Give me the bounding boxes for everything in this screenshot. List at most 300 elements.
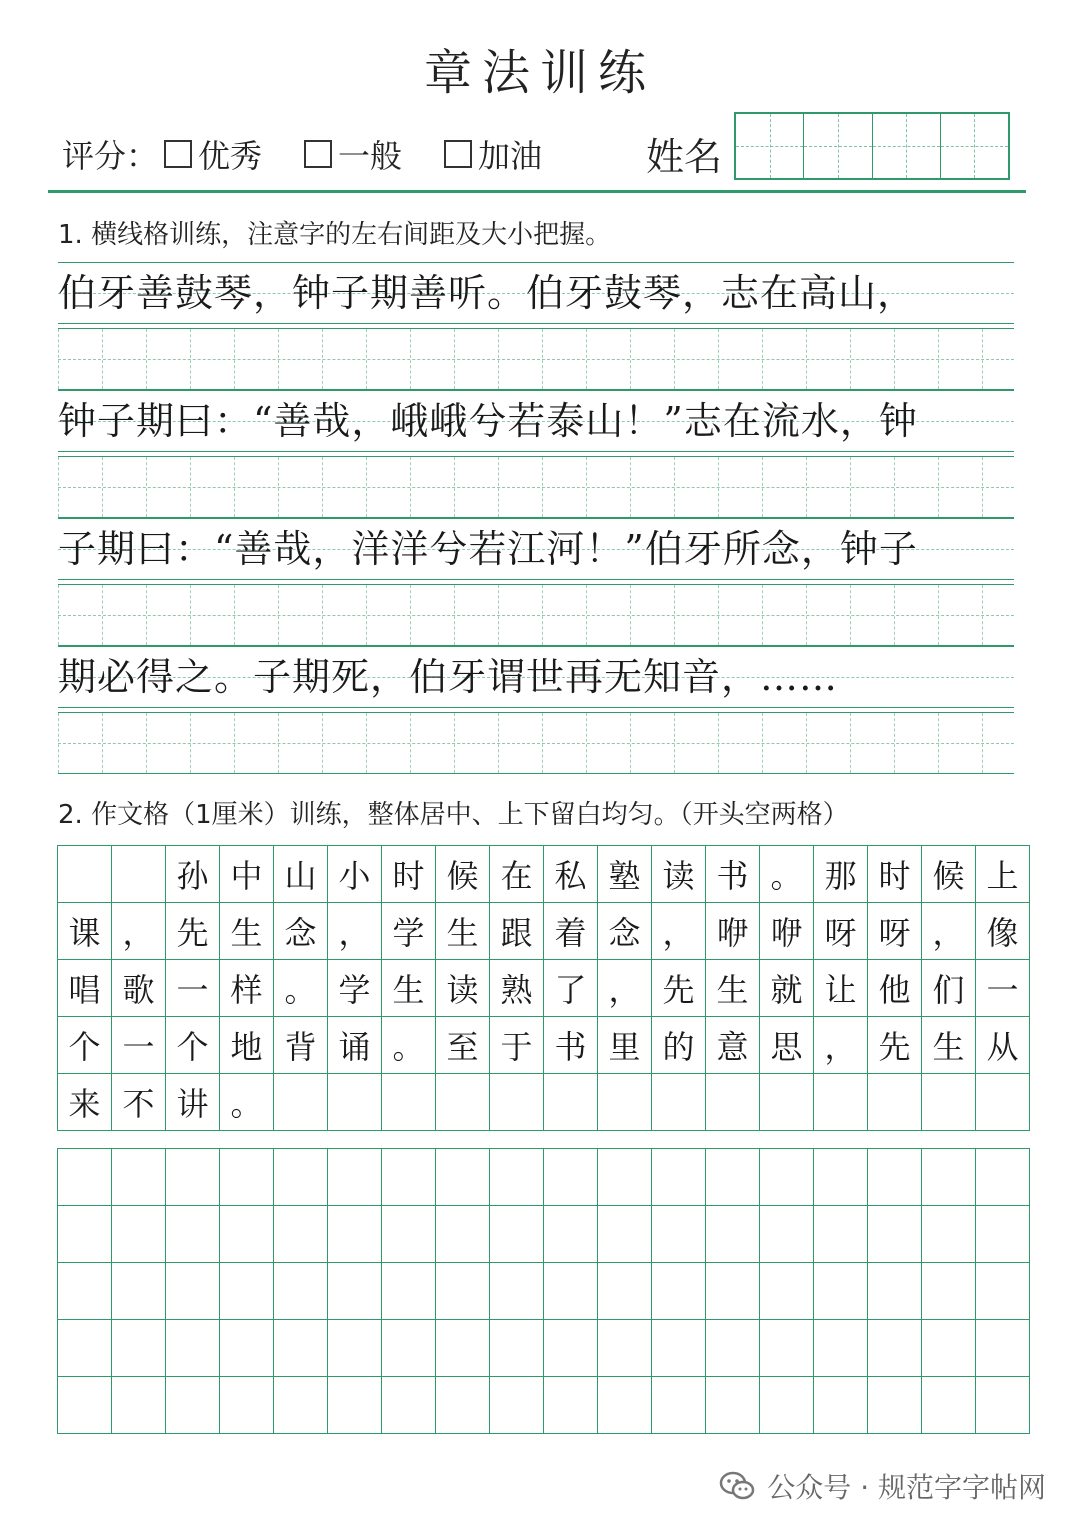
- band-tick: [850, 713, 851, 773]
- grid-cell[interactable]: [814, 1074, 868, 1131]
- band-tick: [542, 585, 543, 645]
- grid-row: [58, 1206, 1030, 1263]
- grid-cell: 一: [976, 960, 1030, 1017]
- band-tick: [410, 457, 411, 517]
- footer-text: 公众号 · 规范字字帖网: [767, 1471, 1046, 1504]
- grid-cell[interactable]: [436, 1377, 490, 1434]
- grid-cell[interactable]: [922, 1206, 976, 1263]
- grid-cell: 样: [220, 960, 274, 1017]
- grid-cell[interactable]: [490, 1206, 544, 1263]
- band-tick: [58, 329, 59, 389]
- grid-row: [58, 846, 1030, 903]
- band-tick: [366, 457, 367, 517]
- grid-row: [58, 960, 1030, 1017]
- grid-cell[interactable]: [760, 1320, 814, 1377]
- band-tick: [102, 457, 103, 517]
- band-tick: [982, 585, 983, 645]
- band-tick: [762, 329, 763, 389]
- band-midline: [58, 359, 1014, 360]
- grid-cell[interactable]: [166, 1377, 220, 1434]
- band-tick: [542, 713, 543, 773]
- grid-cell[interactable]: [922, 1377, 976, 1434]
- band-tick: [762, 585, 763, 645]
- grid-cell: 先: [652, 960, 706, 1017]
- grid-cell: 。: [760, 846, 814, 903]
- grid-cell[interactable]: [976, 1320, 1030, 1377]
- grid-cell: 里: [598, 1017, 652, 1074]
- blank-line-band[interactable]: [58, 328, 1014, 390]
- grid-cell: 讲: [166, 1074, 220, 1131]
- grid-cell: 唱: [58, 960, 112, 1017]
- grid-cell: 课: [58, 903, 112, 960]
- band-tick: [102, 585, 103, 645]
- grid-cell: ，: [598, 960, 652, 1017]
- grid-cell[interactable]: [382, 1377, 436, 1434]
- grid-cell[interactable]: [868, 1206, 922, 1263]
- grid-cell: 了: [544, 960, 598, 1017]
- band-tick: [190, 457, 191, 517]
- grid-cell[interactable]: [112, 846, 166, 903]
- rating-option-encourage[interactable]: [444, 131, 542, 177]
- band-tick: [234, 713, 235, 773]
- grid-cell: ，: [652, 903, 706, 960]
- grid-cell: 诵: [328, 1017, 382, 1074]
- grid-cell: 至: [436, 1017, 490, 1074]
- grid-cell[interactable]: [436, 1206, 490, 1263]
- grid-cell[interactable]: [706, 1263, 760, 1320]
- practice-line-text: 钟子期曰：“善哉，峨峨兮若泰山！”志在流水，钟: [58, 399, 918, 443]
- grid-cell[interactable]: [598, 1263, 652, 1320]
- grid-cell[interactable]: [598, 1320, 652, 1377]
- grid-cell[interactable]: [598, 1074, 652, 1131]
- blank-line-band[interactable]: [58, 584, 1014, 646]
- checkbox-excellent[interactable]: [164, 140, 192, 168]
- grid-cell: 从: [976, 1017, 1030, 1074]
- grid-cell[interactable]: [220, 1263, 274, 1320]
- band-tick: [806, 329, 807, 389]
- band-tick: [190, 585, 191, 645]
- band-tick: [850, 457, 851, 517]
- grid-cell: 学: [382, 903, 436, 960]
- grid-cell[interactable]: [274, 1320, 328, 1377]
- band-tick: [58, 585, 59, 645]
- grid-cell[interactable]: [436, 1263, 490, 1320]
- grid-cell[interactable]: [814, 1206, 868, 1263]
- grid-cell[interactable]: [760, 1206, 814, 1263]
- grid-cell[interactable]: [598, 1149, 652, 1206]
- grid-cell[interactable]: [652, 1320, 706, 1377]
- grid-cell[interactable]: [220, 1149, 274, 1206]
- grid-cell[interactable]: [760, 1074, 814, 1131]
- band-tick: [894, 713, 895, 773]
- band-tick: [938, 329, 939, 389]
- rating-option-excellent[interactable]: [164, 131, 262, 177]
- grid-cell[interactable]: [436, 1149, 490, 1206]
- grid-cell[interactable]: [490, 1377, 544, 1434]
- grid-cell[interactable]: [976, 1074, 1030, 1131]
- wechat-icon: [719, 1471, 755, 1501]
- band-tick: [366, 329, 367, 389]
- grid-cell: 让: [814, 960, 868, 1017]
- band-tick: [234, 457, 235, 517]
- band-tick: [322, 585, 323, 645]
- grid-row: [58, 1074, 1030, 1131]
- band-tick: [718, 713, 719, 773]
- band-tick: [586, 713, 587, 773]
- grid-cell[interactable]: [490, 1320, 544, 1377]
- grid-cell[interactable]: [112, 1263, 166, 1320]
- grid-cell[interactable]: [868, 1074, 922, 1131]
- grid-cell[interactable]: [382, 1263, 436, 1320]
- grid-cell[interactable]: [706, 1320, 760, 1377]
- rating-label: 评分：: [62, 137, 159, 175]
- grid-cell: 跟: [490, 903, 544, 960]
- grid-cell: 地: [220, 1017, 274, 1074]
- grid-cell[interactable]: [544, 1206, 598, 1263]
- grid-cell: 来: [58, 1074, 112, 1131]
- name-cell[interactable]: [873, 114, 941, 178]
- band-tick: [234, 585, 235, 645]
- grid-cell: ，: [922, 903, 976, 960]
- band-tick: [938, 713, 939, 773]
- band-tick: [674, 329, 675, 389]
- grid-cell: 书: [544, 1017, 598, 1074]
- grid-cell[interactable]: [976, 1149, 1030, 1206]
- grid-cell: 咿: [706, 903, 760, 960]
- grid-cell[interactable]: [760, 1149, 814, 1206]
- grid-cell[interactable]: [58, 846, 112, 903]
- grid-cell[interactable]: [652, 1074, 706, 1131]
- band-tick: [366, 713, 367, 773]
- grid-cell[interactable]: [490, 1149, 544, 1206]
- grid-cell[interactable]: [544, 1320, 598, 1377]
- grid-cell[interactable]: [274, 1206, 328, 1263]
- grid-cell: 熟: [490, 960, 544, 1017]
- rating-row: [62, 128, 584, 180]
- grid-cell[interactable]: [58, 1377, 112, 1434]
- band-tick: [894, 457, 895, 517]
- grid-cell[interactable]: [706, 1149, 760, 1206]
- band-tick: [454, 585, 455, 645]
- grid-cell: 不: [112, 1074, 166, 1131]
- blank-line-band[interactable]: [58, 456, 1014, 518]
- grid-cell: 呀: [814, 903, 868, 960]
- grid-cell[interactable]: [328, 1320, 382, 1377]
- grid-cell[interactable]: [814, 1320, 868, 1377]
- band-tick: [146, 329, 147, 389]
- grid-cell: 们: [922, 960, 976, 1017]
- checkbox-encourage[interactable]: [444, 140, 472, 168]
- band-tick: [410, 329, 411, 389]
- grid-row: [58, 1149, 1030, 1206]
- grid-cell[interactable]: [58, 1263, 112, 1320]
- band-tick: [498, 457, 499, 517]
- band-tick: [938, 585, 939, 645]
- band-tick: [234, 329, 235, 389]
- grid-cell[interactable]: [922, 1074, 976, 1131]
- grid-cell[interactable]: [436, 1074, 490, 1131]
- grid-cell[interactable]: [490, 1074, 544, 1131]
- band-tick: [410, 713, 411, 773]
- grid-cell[interactable]: [706, 1377, 760, 1434]
- grid-cell: 他: [868, 960, 922, 1017]
- grid-cell: 像: [976, 903, 1030, 960]
- band-tick: [850, 329, 851, 389]
- grid-cell[interactable]: [166, 1320, 220, 1377]
- grid-cell[interactable]: [58, 1320, 112, 1377]
- grid-cell[interactable]: [220, 1320, 274, 1377]
- grid-cell[interactable]: [922, 1149, 976, 1206]
- grid-cell: 时: [868, 846, 922, 903]
- grid-cell: 思: [760, 1017, 814, 1074]
- grid-cell: 塾: [598, 846, 652, 903]
- grid-cell: 读: [436, 960, 490, 1017]
- band-tick: [674, 585, 675, 645]
- grid-cell[interactable]: [58, 1149, 112, 1206]
- band-tick: [806, 457, 807, 517]
- grid-cell[interactable]: [382, 1206, 436, 1263]
- band-tick: [410, 585, 411, 645]
- grid-cell[interactable]: [544, 1377, 598, 1434]
- grid-cell[interactable]: [814, 1263, 868, 1320]
- band-midline: [58, 743, 1014, 744]
- band-tick: [454, 329, 455, 389]
- band-tick: [498, 329, 499, 389]
- grid-row: [58, 1377, 1030, 1434]
- grid-cell[interactable]: [328, 1263, 382, 1320]
- band-tick: [542, 329, 543, 389]
- grid-cell[interactable]: [652, 1377, 706, 1434]
- practice-line-text: 伯牙善鼓琴，钟子期善听。伯牙鼓琴，志在高山，: [58, 271, 917, 315]
- grid-cell: 生: [436, 903, 490, 960]
- grid-cell: 先: [868, 1017, 922, 1074]
- grid-cell: 先: [166, 903, 220, 960]
- band-tick: [278, 329, 279, 389]
- band-tick: [322, 329, 323, 389]
- grid-cell: 生: [382, 960, 436, 1017]
- grid-cell[interactable]: [112, 1377, 166, 1434]
- grid-cell[interactable]: [868, 1377, 922, 1434]
- grid-cell[interactable]: [706, 1074, 760, 1131]
- grid-cell: 一: [166, 960, 220, 1017]
- grid-cell[interactable]: [814, 1377, 868, 1434]
- section2-instruction: 2. 作文格（1厘米）训练，整体居中、上下留白均匀。（开头空两格）: [58, 800, 849, 830]
- grid-cell[interactable]: [328, 1074, 382, 1131]
- grid-cell: 着: [544, 903, 598, 960]
- grid-cell: 生: [706, 960, 760, 1017]
- grid-cell: ，: [814, 1017, 868, 1074]
- grid-cell[interactable]: [328, 1149, 382, 1206]
- band-tick: [982, 713, 983, 773]
- grid-row: [58, 1263, 1030, 1320]
- grid-cell[interactable]: [868, 1263, 922, 1320]
- grid-cell[interactable]: [706, 1206, 760, 1263]
- grid-cell[interactable]: [328, 1377, 382, 1434]
- grid-cell: 候: [922, 846, 976, 903]
- grid-cell[interactable]: [922, 1320, 976, 1377]
- band-tick: [454, 713, 455, 773]
- band-tick: [322, 457, 323, 517]
- grid-cell: 一: [112, 1017, 166, 1074]
- name-cell[interactable]: [804, 114, 872, 178]
- grid-cell: 中: [220, 846, 274, 903]
- grid-cell[interactable]: [598, 1377, 652, 1434]
- grid-row: [58, 1017, 1030, 1074]
- grid-cell[interactable]: [652, 1149, 706, 1206]
- grid-cell[interactable]: [598, 1206, 652, 1263]
- grid-cell[interactable]: [274, 1149, 328, 1206]
- band-tick: [718, 329, 719, 389]
- band-tick: [586, 329, 587, 389]
- grid-cell[interactable]: [274, 1074, 328, 1131]
- band-tick: [894, 329, 895, 389]
- grid-cell[interactable]: [382, 1074, 436, 1131]
- grid-cell[interactable]: [814, 1149, 868, 1206]
- grid-cell[interactable]: [166, 1206, 220, 1263]
- grid-cell[interactable]: [220, 1377, 274, 1434]
- grid-cell: 个: [58, 1017, 112, 1074]
- band-tick: [894, 585, 895, 645]
- grid-cell[interactable]: [868, 1320, 922, 1377]
- band-tick: [542, 457, 543, 517]
- band-tick: [586, 585, 587, 645]
- grid-cell: 咿: [760, 903, 814, 960]
- grid-cell: 。: [220, 1074, 274, 1131]
- composition-grid-blank[interactable]: [57, 1148, 1030, 1434]
- band-tick: [762, 457, 763, 517]
- grid-cell[interactable]: [328, 1206, 382, 1263]
- band-tick: [58, 713, 59, 773]
- grid-cell: 于: [490, 1017, 544, 1074]
- grid-cell[interactable]: [976, 1377, 1030, 1434]
- band-tick: [278, 713, 279, 773]
- grid-cell: 孙: [166, 846, 220, 903]
- band-tick: [850, 585, 851, 645]
- band-tick: [982, 329, 983, 389]
- grid-cell: 意: [706, 1017, 760, 1074]
- grid-cell[interactable]: [760, 1263, 814, 1320]
- checkbox-average[interactable]: [304, 140, 332, 168]
- band-tick: [190, 713, 191, 773]
- grid-cell: 歌: [112, 960, 166, 1017]
- name-cell[interactable]: [941, 114, 1008, 178]
- band-tick: [498, 585, 499, 645]
- grid-cell[interactable]: [544, 1074, 598, 1131]
- band-tick: [146, 713, 147, 773]
- rating-option-average[interactable]: [304, 131, 402, 177]
- composition-grid-filled: [57, 845, 1030, 1131]
- grid-cell[interactable]: [112, 1149, 166, 1206]
- grid-cell[interactable]: [976, 1206, 1030, 1263]
- grid-cell[interactable]: [382, 1149, 436, 1206]
- grid-cell[interactable]: [436, 1320, 490, 1377]
- grid-cell[interactable]: [544, 1149, 598, 1206]
- band-tick: [982, 457, 983, 517]
- grid-cell: 念: [598, 903, 652, 960]
- grid-cell: 。: [382, 1017, 436, 1074]
- grid-cell: 个: [166, 1017, 220, 1074]
- grid-cell: 。: [274, 960, 328, 1017]
- band-tick: [102, 713, 103, 773]
- band-tick: [454, 457, 455, 517]
- grid-cell: ，: [328, 903, 382, 960]
- grid-cell: 学: [328, 960, 382, 1017]
- blank-line-band[interactable]: [58, 712, 1014, 774]
- band-tick: [146, 585, 147, 645]
- band-tick: [498, 713, 499, 773]
- grid-row: [58, 1320, 1030, 1377]
- band-tick: [762, 713, 763, 773]
- grid-cell: 背: [274, 1017, 328, 1074]
- header-divider: [48, 190, 1026, 193]
- grid-cell[interactable]: [58, 1206, 112, 1263]
- grid-cell[interactable]: [922, 1263, 976, 1320]
- section1-instruction: 1. 横线格训练，注意字的左右间距及大小把握。: [58, 220, 612, 250]
- rating-option-label: 优秀: [198, 137, 263, 175]
- band-tick: [718, 585, 719, 645]
- band-tick: [630, 585, 631, 645]
- grid-cell[interactable]: [652, 1206, 706, 1263]
- band-tick: [586, 457, 587, 517]
- page-title: 章法训练: [423, 45, 656, 101]
- band-tick: [278, 457, 279, 517]
- grid-cell[interactable]: [112, 1206, 166, 1263]
- grid-cell: ，: [112, 903, 166, 960]
- grid-cell[interactable]: [490, 1263, 544, 1320]
- grid-cell: 山: [274, 846, 328, 903]
- grid-cell[interactable]: [274, 1263, 328, 1320]
- band-tick: [674, 457, 675, 517]
- name-cell[interactable]: [736, 114, 804, 178]
- grid-cell: 候: [436, 846, 490, 903]
- grid-cell: 生: [922, 1017, 976, 1074]
- band-midline: [58, 615, 1014, 616]
- band-tick: [630, 329, 631, 389]
- grid-cell: 呀: [868, 903, 922, 960]
- grid-cell[interactable]: [868, 1149, 922, 1206]
- grid-cell[interactable]: [112, 1320, 166, 1377]
- band-tick: [278, 585, 279, 645]
- grid-cell: 在: [490, 846, 544, 903]
- grid-cell[interactable]: [220, 1206, 274, 1263]
- grid-cell: 私: [544, 846, 598, 903]
- rating-option-label: 加油: [478, 137, 543, 175]
- grid-cell[interactable]: [544, 1263, 598, 1320]
- grid-cell[interactable]: [274, 1377, 328, 1434]
- band-tick: [630, 713, 631, 773]
- band-tick: [718, 457, 719, 517]
- band-tick: [630, 457, 631, 517]
- grid-cell: 就: [760, 960, 814, 1017]
- band-tick: [190, 329, 191, 389]
- grid-cell[interactable]: [652, 1263, 706, 1320]
- grid-row: [58, 903, 1030, 960]
- grid-cell[interactable]: [166, 1149, 220, 1206]
- grid-cell[interactable]: [760, 1377, 814, 1434]
- band-tick: [58, 457, 59, 517]
- grid-cell: 书: [706, 846, 760, 903]
- grid-cell: 读: [652, 846, 706, 903]
- band-tick: [938, 457, 939, 517]
- band-tick: [806, 585, 807, 645]
- band-midline: [58, 487, 1014, 488]
- grid-cell[interactable]: [382, 1320, 436, 1377]
- name-writing-grid[interactable]: [734, 112, 1010, 180]
- grid-cell[interactable]: [166, 1263, 220, 1320]
- footer-watermark: [719, 1466, 1046, 1506]
- band-tick: [322, 713, 323, 773]
- grid-cell[interactable]: [976, 1263, 1030, 1320]
